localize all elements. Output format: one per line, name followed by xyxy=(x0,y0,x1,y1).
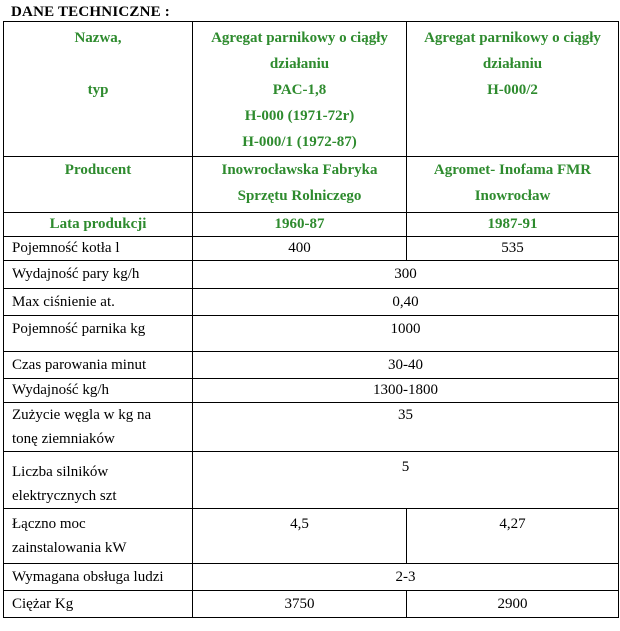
model-a-line: działaniu xyxy=(269,56,330,72)
row-label: Ciężar Kg xyxy=(4,591,193,618)
table-row xyxy=(4,289,619,316)
row-value: 35 xyxy=(193,403,619,452)
row-value-a: 400 xyxy=(193,237,407,261)
producer-a xyxy=(193,157,407,213)
producer-a-line: Inowrocławska Fabryka xyxy=(221,162,378,178)
table-row xyxy=(4,379,619,403)
table-row xyxy=(4,564,619,591)
row-label: Czas parowania minut xyxy=(4,352,193,379)
row-value: 1000 xyxy=(193,316,619,352)
years-label: Lata produkcji xyxy=(4,213,193,237)
model-a-line: H-000 (1971-72r) xyxy=(244,108,355,124)
model-a-line: H-000/1 (1972-87) xyxy=(242,134,357,150)
row-label xyxy=(4,403,193,452)
table-row xyxy=(4,403,619,452)
model-a-line: Agregat parnikowy o ciągły xyxy=(211,30,388,46)
row-value: 30-40 xyxy=(193,352,619,379)
table-row xyxy=(4,316,619,352)
producer-b xyxy=(407,157,619,213)
model-b-line: Agregat parnikowy o ciągły xyxy=(424,30,601,46)
row-value-b: 4,27 xyxy=(407,509,619,564)
table-row xyxy=(4,452,619,509)
row-label xyxy=(4,452,193,509)
producer-a-line: Sprzętu Rolniczego xyxy=(237,188,362,204)
table-header-row xyxy=(4,22,619,157)
years-row xyxy=(4,213,619,237)
model-b-line: działaniu xyxy=(482,56,543,72)
row-label: Pojemność kotła l xyxy=(4,237,193,261)
years-a: 1960-87 xyxy=(193,213,407,237)
row-label xyxy=(4,509,193,564)
row-value: 5 xyxy=(193,452,619,509)
row-label: Pojemność parnika kg xyxy=(4,316,193,352)
header-type-label: typ xyxy=(87,82,109,98)
row-label-line: zainstalowania kW xyxy=(12,540,127,556)
row-label-line: Zużycie węgla w kg na xyxy=(12,407,152,423)
header-spacer xyxy=(4,51,192,77)
name-type-header xyxy=(4,22,193,157)
row-label-line: elektrycznych szt xyxy=(12,488,117,504)
row-label-line: Liczba silników xyxy=(12,464,109,480)
producer-label-text: Producent xyxy=(64,162,132,178)
years-b: 1987-91 xyxy=(407,213,619,237)
row-value-b: 2900 xyxy=(407,591,619,618)
row-value-a: 3750 xyxy=(193,591,407,618)
row-value-a: 4,5 xyxy=(193,509,407,564)
header-name-label: Nazwa, xyxy=(74,30,122,46)
table-row xyxy=(4,509,619,564)
model-b-line: H-000/2 xyxy=(487,82,538,98)
table-row xyxy=(4,237,619,261)
model-b-header xyxy=(407,22,619,157)
table-row xyxy=(4,352,619,379)
row-label: Wydajność pary kg/h xyxy=(4,261,193,289)
producer-label xyxy=(4,157,193,213)
producer-row xyxy=(4,157,619,213)
model-a-header xyxy=(193,22,407,157)
row-label: Wydajność kg/h xyxy=(4,379,193,403)
row-value-b: 535 xyxy=(407,237,619,261)
row-label-line: tonę ziemniaków xyxy=(12,431,115,447)
producer-b-line: Inowrocław xyxy=(474,188,551,204)
section-heading: DANE TECHNICZNE : xyxy=(11,4,170,20)
table-row xyxy=(4,261,619,289)
technical-data-table xyxy=(3,21,619,618)
row-value: 2-3 xyxy=(193,564,619,591)
row-label-line: Łączno moc xyxy=(12,516,86,532)
row-value: 0,40 xyxy=(193,289,619,316)
producer-b-line: Agromet- Inofama FMR xyxy=(433,162,592,178)
row-value: 1300-1800 xyxy=(193,379,619,403)
table-row xyxy=(4,591,619,618)
model-a-line: PAC-1,8 xyxy=(272,82,327,98)
row-label: Wymagana obsługa ludzi xyxy=(4,564,193,591)
row-value: 300 xyxy=(193,261,619,289)
row-label: Max ciśnienie at. xyxy=(4,289,193,316)
